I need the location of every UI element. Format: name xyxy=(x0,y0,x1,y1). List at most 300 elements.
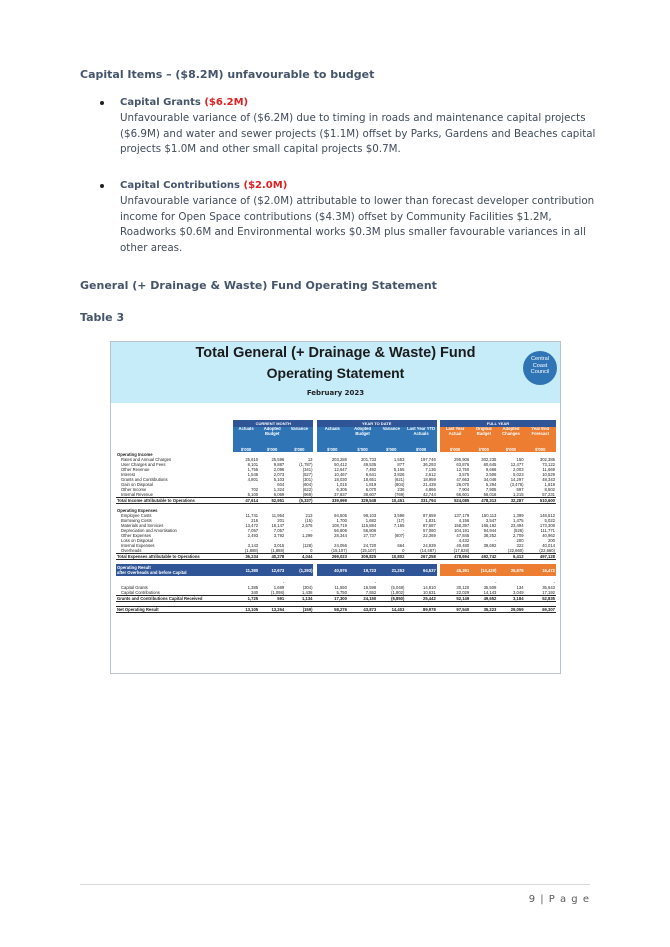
council-logo xyxy=(523,351,557,385)
value-cell: 216 xyxy=(251,518,259,523)
value-cell: 702 xyxy=(251,487,259,492)
value-cell: (17) xyxy=(396,518,405,523)
value-cell: 89,978 xyxy=(405,607,436,613)
value-cell: 322 xyxy=(516,543,524,548)
value-cell: 2,493 xyxy=(247,533,259,538)
unit-cell: $'000 xyxy=(525,447,556,452)
value-cell: - xyxy=(553,580,555,585)
value-cell: 4,156 xyxy=(458,518,470,523)
value-cell: 1,682 xyxy=(365,518,377,523)
value-cell: 7,057 xyxy=(273,528,285,533)
value-cell: 87,687 xyxy=(422,523,436,528)
value-cell: 6,641 xyxy=(365,472,377,477)
value-cell: 1,299 xyxy=(302,533,313,538)
value-cell: 4,432 xyxy=(458,538,470,543)
row-label: Other Expenses xyxy=(121,533,152,538)
logo-line: Central xyxy=(530,356,550,362)
value-cell: (621) xyxy=(394,477,405,482)
value-cell: 14,143 xyxy=(483,590,497,595)
row-label: Total Income attributable to Operations xyxy=(116,498,233,504)
value-cell: 111,771 xyxy=(540,528,555,533)
value-cell: 492,742 xyxy=(470,554,497,560)
value-cell: 24,939 xyxy=(422,543,436,548)
value-cell: 23,494 xyxy=(510,523,524,528)
value-cell: 10,529 xyxy=(542,472,555,477)
value-cell: 1,725 xyxy=(233,596,259,602)
value-cell: 2,073 xyxy=(273,472,285,477)
value-cell: 478,694 xyxy=(440,554,470,560)
value-cell: 52,149 xyxy=(440,596,470,602)
bullet-amount: ($6.2M) xyxy=(204,97,249,108)
value-cell: - xyxy=(494,548,497,553)
value-cell: 49,652 xyxy=(470,596,497,602)
row-label: Total Expenses attributable to Operations xyxy=(116,554,233,560)
statement-subtitle: Operating Statement xyxy=(266,365,405,381)
value-cell: 340 xyxy=(251,590,259,595)
blank-cell xyxy=(116,420,233,427)
value-cell: 16,472 xyxy=(525,564,556,576)
value-cell: 13,264 xyxy=(259,607,285,613)
value-cell: 597 xyxy=(516,487,524,492)
total-row xyxy=(116,596,556,602)
bullet-title-text: Capital Contributions xyxy=(120,180,241,191)
value-cell: 18,959 xyxy=(422,477,436,482)
value-cell: 32,287 xyxy=(497,498,524,504)
value-cell: 40,014 xyxy=(542,543,555,548)
value-cell: 3,015 xyxy=(273,543,285,548)
operating-statement-table-image xyxy=(110,341,561,674)
value-cell: 11,550 xyxy=(334,585,347,590)
value-cell: 24,056 xyxy=(334,543,347,548)
value-cell: 201,733 xyxy=(361,457,377,462)
unit-cell: $'000 xyxy=(440,447,470,452)
group-header: FULL YEAR xyxy=(440,420,556,427)
unit-cell: $'000 xyxy=(470,447,497,452)
value-cell: 5,294 xyxy=(485,482,497,487)
value-cell: 47,845 xyxy=(456,533,470,538)
value-cell: 302,235 xyxy=(481,457,497,462)
value-cell: 299,023 xyxy=(317,554,348,560)
value-cell: 56,016 xyxy=(483,492,497,497)
value-cell: (15) xyxy=(305,518,313,523)
value-cell: 47,663 xyxy=(456,477,470,482)
value-cell: 302,385 xyxy=(539,457,555,462)
value-cell: 69,307 xyxy=(525,607,556,613)
value-cell: 18,651 xyxy=(363,477,377,482)
value-cell: 331,794 xyxy=(405,498,436,504)
value-cell: 10,467 xyxy=(334,472,347,477)
value-cell: 0 xyxy=(310,548,313,553)
value-cell: 10,451 xyxy=(377,498,405,504)
value-cell: 7,165 xyxy=(393,523,405,528)
unit-cell: $'000 xyxy=(405,447,436,452)
value-cell: - xyxy=(282,580,285,585)
value-cell: 25,875 xyxy=(497,564,524,576)
value-cell: 16,598 xyxy=(363,585,377,590)
value-cell: 1,700 xyxy=(336,518,347,523)
value-cell: 35,643 xyxy=(542,585,555,590)
value-cell: 1,399 xyxy=(513,513,524,518)
value-cell: 45,391 xyxy=(440,564,470,576)
value-cell: 87,659 xyxy=(422,513,436,518)
value-cell: 1,819 xyxy=(544,482,555,487)
value-cell: (1,787) xyxy=(299,462,313,467)
row-label: Operating Income xyxy=(117,452,153,457)
row-label: Grants and Contributions Capital Received xyxy=(116,596,233,602)
value-cell: 13,472 xyxy=(245,523,259,528)
value-cell: 7,057 xyxy=(247,528,259,533)
capital-items-heading: Capital Items – ($8.2M) unfavourable to budget xyxy=(80,68,375,81)
value-cell: (14,487) xyxy=(420,548,436,553)
value-cell: 37,837 xyxy=(334,492,347,497)
value-cell: 9,666 xyxy=(485,467,497,472)
value-cell: 40,278 xyxy=(259,554,285,560)
bullet-title-text: Capital Grants xyxy=(120,97,201,108)
value-cell: 166,192 xyxy=(481,523,497,528)
value-cell: 50,412 xyxy=(334,462,347,467)
value-cell: 510,600 xyxy=(525,498,556,504)
value-cell: 22,369 xyxy=(422,533,436,538)
value-cell: - xyxy=(403,528,405,533)
statement-period: February 2023 xyxy=(306,389,365,397)
value-cell: 35,223 xyxy=(470,607,497,613)
value-cell: (1,802) xyxy=(391,590,405,595)
value-cell: - xyxy=(494,580,497,585)
value-cell: 47,614 xyxy=(233,498,259,504)
value-cell: 1,831 xyxy=(425,518,436,523)
value-cell: 5,022 xyxy=(544,518,555,523)
value-cell: (622) xyxy=(302,487,313,492)
column-header: Last Year YTD Actuals xyxy=(405,427,436,447)
column-header: Original Budget xyxy=(470,427,497,447)
value-cell: 39,692 xyxy=(483,543,497,548)
value-cell: 5,750 xyxy=(336,590,347,595)
value-cell: - xyxy=(494,538,497,543)
value-cell: 3,575 xyxy=(458,472,470,477)
value-cell: 12,647 xyxy=(334,467,347,472)
value-cell: 19,723 xyxy=(348,564,377,576)
unit-cell: $'000 xyxy=(285,447,313,452)
value-cell: 94,505 xyxy=(334,513,347,518)
value-cell: - xyxy=(374,580,377,585)
value-cell: 13,105 xyxy=(233,607,259,613)
value-cell: 22,029 xyxy=(456,590,470,595)
value-cell: 40,480 xyxy=(456,543,470,548)
value-cell: 664 xyxy=(397,543,405,548)
value-cell: (17,828) xyxy=(453,548,470,553)
value-cell: 329,548 xyxy=(348,498,377,504)
value-cell: (1,293) xyxy=(285,564,313,576)
table-label: Table 3 xyxy=(80,311,125,324)
value-cell: 1,546 xyxy=(247,472,259,477)
value-cell: 2,003 xyxy=(513,467,524,472)
value-cell: 295,906 xyxy=(454,457,470,462)
value-cell: 63,876 xyxy=(456,462,470,467)
value-cell: (15,107) xyxy=(331,548,347,553)
value-cell: 1,215 xyxy=(513,492,524,497)
total-row xyxy=(116,607,556,613)
value-cell: (22,660) xyxy=(507,548,524,553)
value-cell: (804) xyxy=(394,482,405,487)
value-cell: 9,887 xyxy=(273,462,285,467)
value-cell: 30,120 xyxy=(456,585,470,590)
value-cell: 4,866 xyxy=(425,487,436,492)
value-cell: 3,598 xyxy=(393,513,405,518)
value-cell: 64,537 xyxy=(405,564,436,576)
value-cell: 1,324 xyxy=(273,487,285,492)
column-header: Year End Forecast xyxy=(525,427,556,447)
column-header: Adopted Budget xyxy=(348,427,377,447)
value-cell: 73,122 xyxy=(542,462,555,467)
row-label: Employee Costs xyxy=(121,513,152,518)
value-cell: 5,103 xyxy=(273,477,285,482)
value-cell: 6,069 xyxy=(273,492,285,497)
row-label: Grants and Contributions xyxy=(121,477,168,482)
value-cell: 1,385 xyxy=(247,585,259,590)
value-cell: 5,100 xyxy=(247,492,259,497)
value-cell: (769) xyxy=(394,492,405,497)
group-header-row xyxy=(116,420,556,427)
row-label: User Charges and Fees xyxy=(121,462,166,467)
row-label: Internal Expenses xyxy=(121,543,155,548)
unit-cell: $'000 xyxy=(348,447,377,452)
value-cell: (301) xyxy=(302,477,313,482)
value-cell: 3,143 xyxy=(247,543,259,548)
value-cell: (969) xyxy=(302,492,313,497)
value-cell: 115,884 xyxy=(361,523,377,528)
operating-result-row xyxy=(116,564,556,576)
value-cell: 1,134 xyxy=(285,596,313,602)
value-cell: 339,999 xyxy=(317,498,348,504)
value-cell: 104,191 xyxy=(454,528,470,533)
value-cell: 42,744 xyxy=(422,492,436,497)
value-cell: 150,113 xyxy=(481,513,497,518)
unit-cell: $'000 xyxy=(259,447,285,452)
value-cell: 49,535 xyxy=(363,462,377,467)
value-cell: 1,755 xyxy=(247,467,259,472)
value-cell: 1,689 xyxy=(273,585,285,590)
value-cell: 7,905 xyxy=(485,487,497,492)
row-label: Borrowing Costs xyxy=(121,518,152,523)
value-cell: 8,502 xyxy=(544,487,555,492)
row-label: Other Revenue xyxy=(121,467,150,472)
value-cell: 25,610 xyxy=(245,457,259,462)
value-cell: 40,976 xyxy=(317,564,348,576)
row-label: Depreciation and Amortisation xyxy=(121,528,177,533)
row-label: Other Income xyxy=(121,487,147,492)
value-cell: 1,475 xyxy=(513,518,524,523)
value-cell: 2,096 xyxy=(273,467,285,472)
value-cell: 11,954 xyxy=(271,513,285,518)
value-cell: 25,442 xyxy=(405,596,436,602)
value-cell: 1,553 xyxy=(393,457,405,462)
value-cell: 309,825 xyxy=(348,554,377,560)
row-label: Net Operating Result xyxy=(116,607,233,613)
value-cell: 203,286 xyxy=(331,457,347,462)
column-header: Adopted Changes xyxy=(497,427,524,447)
total-row xyxy=(116,554,556,560)
value-cell: 94,944 xyxy=(483,528,497,533)
value-cell: 201 xyxy=(277,518,285,523)
value-cell: 877 xyxy=(397,462,405,467)
value-cell: 48,343 xyxy=(542,477,555,482)
bullet-dot xyxy=(100,184,104,188)
row-label: Overheads xyxy=(121,548,142,553)
value-cell: 3,049 xyxy=(513,590,524,595)
value-cell: (1,098) xyxy=(270,590,285,595)
value-cell: 18,030 xyxy=(334,477,347,482)
value-cell: 11,741 xyxy=(245,513,259,518)
value-cell: 29,059 xyxy=(497,607,524,613)
value-cell: 14,403 xyxy=(377,607,405,613)
row-label: Capital Grants xyxy=(121,585,148,590)
row-label: Operating Expenses xyxy=(117,508,158,513)
column-header: Adopted Budget xyxy=(259,427,285,447)
value-cell: 236 xyxy=(397,487,405,492)
column-header: Variance xyxy=(377,427,405,447)
row-label: Loss on Disposal xyxy=(121,538,153,543)
value-cell: 11,669 xyxy=(542,467,555,472)
logo-line: Coast xyxy=(532,362,548,369)
value-cell: 25,596 xyxy=(271,457,285,462)
column-header: Actuals xyxy=(233,427,259,447)
value-cell: 56,806 xyxy=(363,528,377,533)
value-cell: 2,506 xyxy=(485,472,497,477)
blank-cell xyxy=(116,427,233,447)
column-header: Last Year Actual xyxy=(440,427,470,447)
value-cell: 14,810 xyxy=(422,585,436,590)
bullet-amount: ($2.0M) xyxy=(243,180,288,191)
value-cell: 24,150 xyxy=(348,596,377,602)
value-cell: 16,147 xyxy=(271,523,285,528)
row-label: Internal Revenue xyxy=(121,492,153,497)
value-cell: 137,179 xyxy=(454,513,470,518)
value-cell: 97,540 xyxy=(440,607,470,613)
row-label-line: Operating Result xyxy=(117,565,151,570)
value-cell: 4,801 xyxy=(247,477,259,482)
value-cell: 1,819 xyxy=(365,482,377,487)
unit-cell: $'000 xyxy=(233,447,259,452)
value-cell: 7,904 xyxy=(458,487,470,492)
value-cell: 24,720 xyxy=(363,543,377,548)
value-cell: 604 xyxy=(277,482,285,487)
value-cell: 12,673 xyxy=(259,564,285,576)
value-cell: 28,344 xyxy=(334,533,347,538)
value-cell: 0 xyxy=(402,548,405,553)
value-cell: (607) xyxy=(394,533,405,538)
value-cell: 478,313 xyxy=(470,498,497,504)
value-cell: - xyxy=(311,528,313,533)
value-cell: (3,476) xyxy=(510,482,524,487)
value-cell: 98,103 xyxy=(363,513,377,518)
value-cell: 3,792 xyxy=(273,533,285,538)
value-cell: 14,297 xyxy=(510,477,524,482)
value-cell: (526) xyxy=(513,528,524,533)
value-cell: 148,512 xyxy=(539,513,555,518)
value-cell: 35,509 xyxy=(483,585,497,590)
value-cell: 267,258 xyxy=(405,554,436,560)
value-cell: 7,492 xyxy=(365,467,377,472)
unit-cell: $'000 xyxy=(377,447,405,452)
row-label: Materials and Services xyxy=(121,523,164,528)
value-cell: 12,477 xyxy=(510,462,524,467)
value-cell: 2,709 xyxy=(513,533,524,538)
value-cell: 158,397 xyxy=(454,523,470,528)
value-cell: 17,192 xyxy=(542,590,555,595)
value-cell: 591 xyxy=(259,596,285,602)
value-cell: 3,547 xyxy=(485,518,497,523)
value-cell: 7,136 xyxy=(425,467,436,472)
value-cell: 2,675 xyxy=(302,523,313,528)
value-cell: 1,438 xyxy=(302,590,313,595)
bullet-text: Unfavourable variance of ($2.0M) attributable to lower than forecast developer contribution income for Open Space contributions ($4.3M) offset by Community Facilities $1.2M, Roadworks $0.6M and Environmental works $0.3M plus smaller favourable variances in all other areas. xyxy=(120,195,595,254)
logo-line: Council xyxy=(530,369,550,376)
value-cell: 26,070 xyxy=(456,482,470,487)
fund-heading: General (+ Drainage & Waste) Fund Operating Statement xyxy=(80,279,437,292)
total-row xyxy=(116,498,556,504)
value-cell: 134 xyxy=(516,585,524,590)
column-header: Actuals xyxy=(317,427,348,447)
value-cell: 57,231 xyxy=(542,492,555,497)
value-cell: 8,101 xyxy=(247,462,259,467)
value-cell: (1,888) xyxy=(270,548,285,553)
value-cell: 5,023 xyxy=(513,472,524,477)
value-cell: 108,719 xyxy=(331,523,347,528)
value-cell: (128) xyxy=(302,543,313,548)
value-cell: (14,429) xyxy=(470,564,497,576)
value-cell: 38,252 xyxy=(483,533,497,538)
value-cell: 57,060 xyxy=(422,528,436,533)
value-cell: 6,070 xyxy=(365,487,377,492)
bullet-dot xyxy=(100,101,104,105)
value-cell: 60,645 xyxy=(483,462,497,467)
value-cell: 58,276 xyxy=(317,607,348,613)
row-label xyxy=(116,564,233,576)
value-cell: 3,184 xyxy=(497,596,524,602)
row-label: Interest xyxy=(121,472,135,477)
value-cell: 6,305 xyxy=(336,487,347,492)
value-cell: 13 xyxy=(307,457,313,462)
value-cell: 56,806 xyxy=(334,528,347,533)
row-label-line: after Overheads and before Capital xyxy=(117,570,187,575)
value-cell: 38,607 xyxy=(363,492,377,497)
value-cell: (341) xyxy=(302,467,313,472)
value-cell: (527) xyxy=(302,472,313,477)
value-cell: 200 xyxy=(548,538,555,543)
bullet-title xyxy=(120,97,248,108)
value-cell: 40,962 xyxy=(542,533,555,538)
unit-cell: $'000 xyxy=(497,447,524,452)
column-header-row xyxy=(116,427,556,447)
group-header: CURRENT MONTH xyxy=(233,420,313,427)
value-cell: (6,850) xyxy=(377,596,405,602)
value-cell: 10,802 xyxy=(377,554,405,560)
value-cell: 197,746 xyxy=(420,457,436,462)
value-cell: (604) xyxy=(302,482,313,487)
value-cell: (22,660) xyxy=(539,548,555,553)
value-cell: 17,300 xyxy=(317,596,348,602)
value-cell: (15,107) xyxy=(360,548,377,553)
value-cell: 10,631 xyxy=(422,590,436,595)
value-cell: 21,439 xyxy=(422,482,436,487)
value-cell: 66,601 xyxy=(456,492,470,497)
value-cell: 150 xyxy=(516,457,524,462)
value-cell: (1,888) xyxy=(244,548,259,553)
value-cell: 43,873 xyxy=(348,607,377,613)
value-cell: (5,337) xyxy=(285,498,313,504)
value-cell: 1,015 xyxy=(336,482,347,487)
bullet-title xyxy=(120,180,287,191)
